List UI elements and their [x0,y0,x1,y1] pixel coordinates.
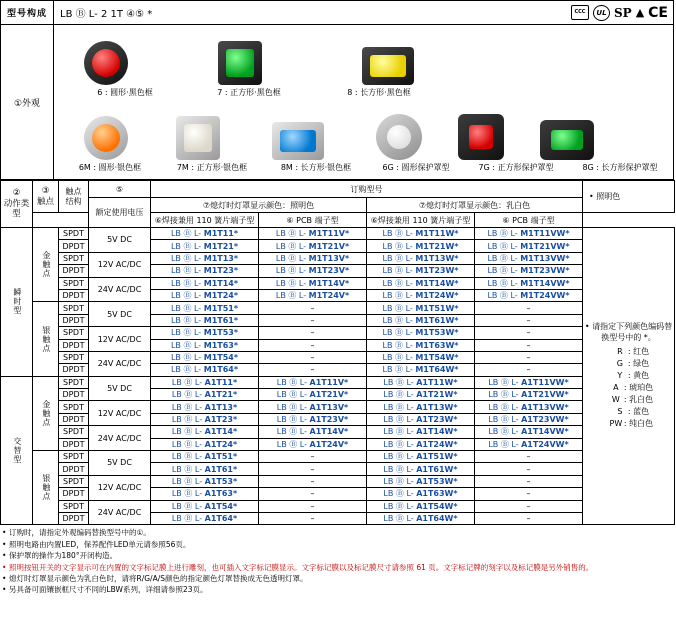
cell-contact-struct: SPDT [59,351,89,363]
table-row [1,500,675,512]
cell-contact-struct: DPDT [59,438,89,450]
cell-model-3: LB Ⓑ L- A1T13W* [367,401,475,413]
cell-contact-struct: DPDT [59,289,89,301]
sub-pcb-1: ⑥ PCB 端子型 [259,213,367,228]
cell-model-3: LB Ⓑ L- M1T53W* [367,327,475,339]
cert-marks [518,1,673,24]
ce-icon: CE [648,4,668,21]
cell-model-1: LB Ⓑ L- A1T54* [151,500,259,512]
table-row [1,451,675,463]
cell-model-1: LB Ⓑ L- A1T64* [151,512,259,524]
cell-contact-struct: SPDT [59,426,89,438]
cell-model-3: LB Ⓑ L- M1T23W* [367,265,475,277]
cell-model-2: LB Ⓑ L- M1T11V* [259,228,367,240]
cell-model-2: LB Ⓑ L- M1T14V* [259,277,367,289]
light-color-item: A : 琥珀色 [613,383,654,393]
cell-model-1: LB Ⓑ L- M1T21* [151,240,259,252]
cell-contact-struct: DPDT [59,265,89,277]
cell-model-2: – [259,512,367,524]
sub-solder-2: ⑥焊接兼用 110 簧片端子型 [367,213,475,228]
cell-model-3: LB Ⓑ L- A1T51W* [367,451,475,463]
footnote-item: • 照明电路由内置LED，保养配件LED单元请参照56页。 [2,539,191,549]
cell-model-2: LB Ⓑ L- A1T13V* [259,401,367,413]
cell-model-4: LB Ⓑ L- M1T21VW* [475,240,583,252]
cell-model-3: LB Ⓑ L- A1T24W* [367,438,475,450]
col-voltage: 额定使用电压 [89,198,151,228]
cell-model-3: LB Ⓑ L- M1T51W* [367,302,475,314]
cell-voltage: 24V AC/DC [89,500,151,525]
light-color-item: PW : 纯白色 [609,419,654,429]
light-color-item: S : 蓝色 [617,407,650,417]
cell-model-2: – [259,327,367,339]
group-action-type: 瞬时型 [1,228,33,377]
cell-model-2: – [259,339,367,351]
cell-contact-struct: SPDT [59,252,89,264]
tuv-icon: ▲ [635,6,645,19]
footnote-item: • 另具备可面镶嵌框尺寸不同的LBW系列，详细请参照23页。 [2,585,208,595]
button-guard-rect [540,120,594,160]
appearance-row-1 [54,27,673,85]
header-left-label: 型号构成 [1,1,54,24]
cell-contact-struct: DPDT [59,512,89,524]
cell-model-4: LB Ⓑ L- M1T23VW* [475,265,583,277]
cell-model-2: LB Ⓑ L- A1T21V* [259,389,367,401]
cell-model-4: LB Ⓑ L- A1T23VW* [475,413,583,425]
button-square-silver [176,116,220,160]
caption-6: 6 : 圆形·黑色框 [97,88,153,97]
spacer-contact-struct [33,213,89,228]
cell-contact-struct: DPDT [59,339,89,351]
appearance-captions-1 [54,87,673,98]
cell-model-3: LB Ⓑ L- M1T54W* [367,351,475,363]
footnote-item: • 照明按钮开关的文字显示可在内置的文字标记膜上进行雕刻，也可插入文字标记膜显示。文字标记膜以及标记膜尺寸请参照 61 页。文字标记牌的刻字以及标记膜是另外销售的。 [2,562,594,572]
caption-6m: 6M : 圆形·银色框 [78,163,142,172]
cell-model-2: LB Ⓑ L- M1T24V* [259,289,367,301]
button-round-black [84,41,128,85]
cell-voltage: 12V AC/DC [89,252,151,277]
caption-7: 7 : 正方形·黑色框 [217,88,281,97]
cell-model-3: LB Ⓑ L- M1T63W* [367,339,475,351]
cell-model-2: LB Ⓑ L- A1T11V* [259,376,367,388]
table-row [1,475,675,487]
cell-model-3: LB Ⓑ L- A1T11W* [367,376,475,388]
cell-model-4: – [475,451,583,463]
cell-model-1: LB Ⓑ L- M1T63* [151,339,259,351]
cell-contact-struct: DPDT [59,364,89,376]
light-color-item: Y : 黄色 [617,371,650,381]
cell-voltage: 12V AC/DC [89,327,151,352]
light-color-note: • 请指定下列颜色编码替换型号中的 *。 [584,321,673,342]
cell-model-4: – [475,364,583,376]
cell-model-3: LB Ⓑ L- M1T21W* [367,240,475,252]
caption-8: 8 : 长方形·黑色框 [347,88,411,97]
cell-voltage: 5V DC [89,302,151,327]
cell-model-4: LB Ⓑ L- M1T11VW* [475,228,583,240]
cell-contact-struct: DPDT [59,389,89,401]
caption-6g: 6G : 圆形保护罩型 [382,163,450,172]
cell-model-1: LB Ⓑ L- M1T13* [151,252,259,264]
button-rect-black [362,47,414,85]
footnotes [0,525,676,596]
table-row [1,376,675,388]
group-contact-type: 银触点 [33,451,59,525]
col-voltage-no: ⑤ [89,181,151,198]
cell-model-4: – [475,327,583,339]
cell-model-4: LB Ⓑ L- A1T21VW* [475,389,583,401]
cell-voltage: 24V AC/DC [89,426,151,451]
csa-icon: SP [613,5,632,20]
col-contact-struct: 触点 结构 [59,181,89,213]
cell-contact-struct: SPDT [59,376,89,388]
cell-model-1: LB Ⓑ L- A1T14* [151,426,259,438]
cell-model-4: – [475,314,583,326]
cell-model-1: LB Ⓑ L- A1T21* [151,389,259,401]
appearance-captions-2 [54,162,673,173]
model-table [0,180,675,525]
button-guard-round [376,114,422,160]
cell-contact-struct: DPDT [59,463,89,475]
cell-model-4: LB Ⓑ L- A1T14VW* [475,426,583,438]
header-bar [0,0,674,24]
caption-7m: 7M : 正方形·银色框 [176,163,248,172]
cell-voltage: 5V DC [89,228,151,253]
cell-model-4: – [475,475,583,487]
cell-contact-struct: SPDT [59,277,89,289]
table-row [1,228,675,240]
sub-solder-1: ⑥焊接兼用 110 簧片端子型 [151,213,259,228]
cell-model-1: LB Ⓑ L- M1T64* [151,364,259,376]
cell-contact-struct: DPDT [59,240,89,252]
cell-model-1: LB Ⓑ L- A1T63* [151,488,259,500]
cell-model-1: LB Ⓑ L- M1T53* [151,327,259,339]
cell-model-3: LB Ⓑ L- M1T64W* [367,364,475,376]
cell-model-4: – [475,351,583,363]
cell-model-1: LB Ⓑ L- M1T61* [151,314,259,326]
cell-voltage: 24V AC/DC [89,351,151,376]
light-color-item: W : 乳白色 [611,395,654,405]
appearance-section [0,24,674,180]
cell-model-2: – [259,351,367,363]
cell-model-3: LB Ⓑ L- A1T63W* [367,488,475,500]
cell-model-1: LB Ⓑ L- A1T53* [151,475,259,487]
cell-contact-struct: DPDT [59,488,89,500]
appearance-row-2 [54,102,673,160]
cell-model-1: LB Ⓑ L- M1T51* [151,302,259,314]
group-contact-type: 银触点 [33,302,59,376]
cell-model-1: LB Ⓑ L- M1T11* [151,228,259,240]
cell-model-3: LB Ⓑ L- A1T23W* [367,413,475,425]
cell-model-2: LB Ⓑ L- M1T13V* [259,252,367,264]
light-color-header: • 照明色 [583,181,675,213]
cell-model-4: LB Ⓑ L- M1T14VW* [475,277,583,289]
cell-model-3: LB Ⓑ L- A1T21W* [367,389,475,401]
cell-model-4: – [475,512,583,524]
cell-model-3: LB Ⓑ L- A1T61W* [367,463,475,475]
cell-model-2: – [259,302,367,314]
ul-icon: UL [593,5,610,21]
cell-model-1: LB Ⓑ L- A1T51* [151,451,259,463]
cell-model-2: – [259,463,367,475]
light-color-list [583,228,675,525]
table-row [1,302,675,314]
light-color-item: G : 绿色 [616,359,650,369]
cell-voltage: 12V AC/DC [89,401,151,426]
table-row [1,426,675,438]
cell-voltage: 12V AC/DC [89,475,151,500]
button-square-black [218,41,262,85]
cell-model-2: LB Ⓑ L- M1T23V* [259,265,367,277]
cell-model-2: – [259,500,367,512]
cell-model-2: LB Ⓑ L- A1T14V* [259,426,367,438]
group-contact-type: 金触点 [33,376,59,450]
cell-contact-struct: SPDT [59,228,89,240]
caption-8m: 8M : 长方形·银色框 [280,163,352,172]
cell-model-2: – [259,364,367,376]
cell-model-4: LB Ⓑ L- M1T13VW* [475,252,583,264]
cell-model-1: LB Ⓑ L- A1T24* [151,438,259,450]
cell-voltage: 24V AC/DC [89,277,151,302]
sub-pcb-2: ⑥ PCB 端子型 [475,213,583,228]
cell-model-1: LB Ⓑ L- M1T24* [151,289,259,301]
cell-model-4: – [475,488,583,500]
footnote-item: • 保护罩的操作为180°开闭构造。 [2,551,118,561]
table-row [1,327,675,339]
cell-contact-struct: DPDT [59,413,89,425]
cell-model-1: LB Ⓑ L- M1T14* [151,277,259,289]
table-row [1,401,675,413]
group-contact-type: 金触点 [33,228,59,302]
cell-model-1: LB Ⓑ L- A1T23* [151,413,259,425]
cell-model-2: – [259,475,367,487]
cell-model-3: LB Ⓑ L- A1T54W* [367,500,475,512]
ccc-icon: CCC [571,5,589,20]
button-rect-silver [272,122,324,160]
cell-model-3: LB Ⓑ L- M1T24W* [367,289,475,301]
table-row [1,252,675,264]
cell-model-3: LB Ⓑ L- A1T14W* [367,426,475,438]
cell-model-2: LB Ⓑ L- A1T23V* [259,413,367,425]
cell-contact-struct: SPDT [59,475,89,487]
appearance-label: ①外观 [1,25,54,179]
caption-7g: 7G : 正方形保护罩型 [478,163,554,172]
cell-model-1: LB Ⓑ L- A1T13* [151,401,259,413]
cell-model-1: LB Ⓑ L- A1T11* [151,376,259,388]
cell-model-3: LB Ⓑ L- M1T13W* [367,252,475,264]
cell-model-3: LB Ⓑ L- M1T14W* [367,277,475,289]
light-color-item: R : 红色 [617,347,650,357]
cell-contact-struct: DPDT [59,314,89,326]
cell-model-4: – [475,302,583,314]
footnote-item: • 熄灯时灯罩显示颜色为乳白色时，请将R/G/A/S颜色的指定颜色灯罩替换成无色透明灯罩。 [2,573,308,583]
cell-model-2: LB Ⓑ L- M1T21V* [259,240,367,252]
cell-model-2: LB Ⓑ L- A1T24V* [259,438,367,450]
cell-model-4: – [475,339,583,351]
cell-contact-struct: SPDT [59,327,89,339]
cell-model-2: – [259,488,367,500]
table-row [1,277,675,289]
cell-contact-struct: SPDT [59,500,89,512]
cell-model-3: LB Ⓑ L- A1T64W* [367,512,475,524]
table-row [1,351,675,363]
cell-model-4: – [475,463,583,475]
cell-model-3: LB Ⓑ L- M1T11W* [367,228,475,240]
group-clear: ⑦熄灯时灯罩显示颜色：照明色 [151,198,367,213]
cell-model-4: LB Ⓑ L- M1T24VW* [475,289,583,301]
col-action-type: ② 动作类型 [1,181,33,228]
cell-model-1: LB Ⓑ L- M1T23* [151,265,259,277]
order-model-header: 订购型号 [151,181,583,198]
cell-model-3: LB Ⓑ L- M1T61W* [367,314,475,326]
footnote-item: • 订购时，请指定外观编码替换型号中的①。 [2,528,151,538]
button-round-silver [84,116,128,160]
cell-model-3: LB Ⓑ L- A1T53W* [367,475,475,487]
group-action-type: 交替型 [1,376,33,525]
cell-model-1: LB Ⓑ L- M1T54* [151,351,259,363]
model-code: LB Ⓑ L- 2 1T ④⑤ * [60,9,153,20]
cell-contact-struct: SPDT [59,451,89,463]
cell-model-2: – [259,314,367,326]
cell-model-1: LB Ⓑ L- A1T61* [151,463,259,475]
cell-model-4: LB Ⓑ L- A1T11VW* [475,376,583,388]
cell-contact-struct: SPDT [59,401,89,413]
button-guard-square [458,114,504,160]
cell-model-2: – [259,451,367,463]
cell-voltage: 5V DC [89,376,151,401]
cell-model-4: LB Ⓑ L- A1T13VW* [475,401,583,413]
caption-8g: 8G : 长方形保护罩型 [582,163,658,172]
cell-model-4: – [475,500,583,512]
col-contact: ③ 触点 [33,181,59,213]
group-milky: ⑦熄灯时灯罩显示颜色：乳白色 [367,198,583,213]
cell-model-4: LB Ⓑ L- A1T24VW* [475,438,583,450]
cell-voltage: 5V DC [89,451,151,476]
cell-contact-struct: SPDT [59,302,89,314]
